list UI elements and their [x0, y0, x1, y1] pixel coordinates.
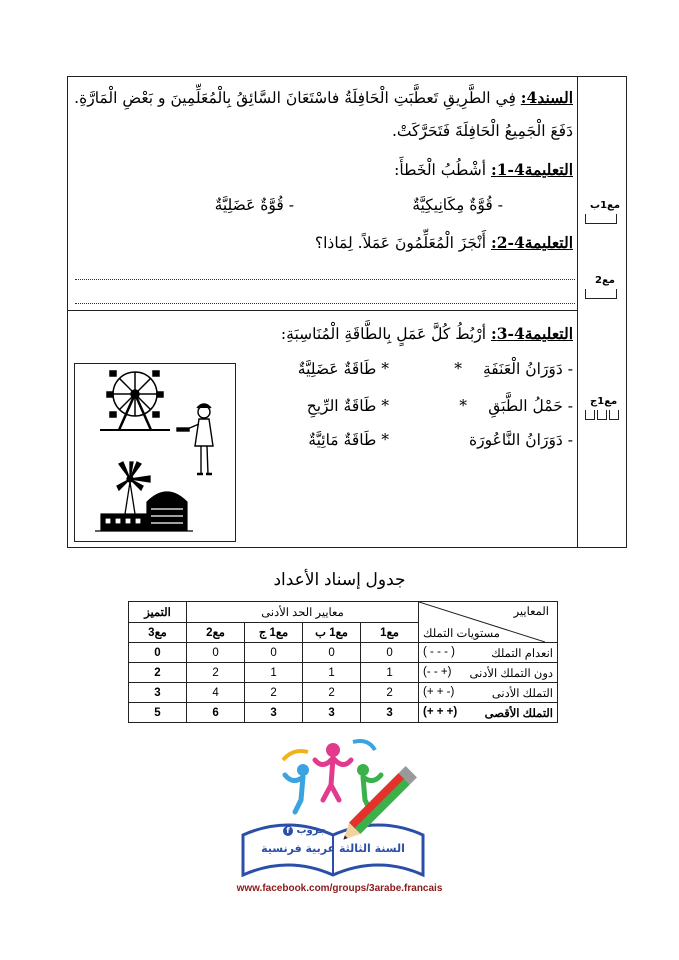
instruction-4-1-label: التعليمة4-1: [490, 160, 573, 179]
score-box-2 [585, 289, 617, 299]
ferris-wheel-icon [100, 371, 170, 430]
criteria-mark-1c: مع1ج [590, 396, 618, 407]
option-muscle-force: - قُوَّةٌ عَضَلِيَّةٌ [214, 196, 294, 214]
subheader-m2: مع2 [187, 622, 245, 643]
work-item-2: - حَمْلُ الطَّبَقِ [488, 397, 573, 415]
table-cell: 1 [361, 663, 419, 683]
instruction-4-1 [394, 160, 573, 179]
facebook-group-url[interactable]: www.facebook.com/groups/3arabe.francais [236, 883, 443, 894]
sanad-paragraph-line1 [74, 88, 573, 107]
header-excellence: التميز [129, 602, 187, 623]
table-cell: 0 [245, 643, 303, 663]
instruction-4-2-label: التعليمة4-2: [490, 233, 573, 252]
score-box-1c-a [585, 410, 595, 420]
table-row [129, 663, 558, 683]
table-cell: 1 [245, 663, 303, 683]
table-cell: 3 [129, 683, 187, 703]
table-cell: 6 [187, 703, 245, 723]
table-cell: 0 [303, 643, 361, 663]
option-mechanical-force: - قُوَّةٌ مِكَانِيكِيَّةٌ [412, 196, 503, 214]
work-item-1: - دَوَرَانُ الْعَنَفَةِ [483, 360, 573, 378]
header-criteria: المعايير [513, 606, 549, 618]
row-level: انعدام التملك ( - - - ) [419, 643, 558, 663]
instruction-4-3-label: التعليمة4-3: [490, 324, 573, 343]
row-level: التملك الأدنى (- + +) [419, 683, 558, 703]
header-min-criteria: معايير الحد الأدنى [187, 602, 419, 623]
girl-with-tray-icon [177, 404, 213, 474]
sanad-text-line1: فِي الطَّرِيقِ تَعطَّبَتِ الْحَافِلَةُ فاسْتَعَانَ السَّائِقُ بِالْمُعَلِّمِينَ و بَعْضِ الْمَارَّةِ. [74, 89, 516, 107]
table-cell: 0 [361, 643, 419, 663]
row-level: التملك الأقصى (+ + +) [419, 703, 558, 723]
table-cell: 2 [129, 663, 187, 683]
criteria-mark-2: مع2 [595, 275, 615, 286]
subheader-m1: مع1 [361, 622, 419, 643]
class-label: السنة الثالثة عربية فرنسية [261, 842, 405, 855]
windmill-icon [117, 462, 150, 514]
instruction-4-2-text: أَنْجَزَ الْمُعَلِّمُونَ عَمَلاً. لِمَاذا؟ [314, 234, 487, 252]
instruction-4-3-text: أرْبُطُ كُلَّ عَمَلٍ بِالطَّاقَةِ الْمُنَاسِبَةِ: [280, 325, 487, 343]
table-cell: 4 [187, 683, 245, 703]
divider-line [67, 310, 578, 311]
energy-item-3: * طَاقَةٌ مَائِيَّةٌ [308, 431, 389, 449]
logo-graphic [223, 730, 443, 880]
row-level: دون التملك الأدنى (+ - -) [419, 663, 558, 683]
answer-line-1 [75, 279, 575, 280]
criteria-mark-1b: مع1ب [590, 200, 621, 211]
table-cell: 2 [245, 683, 303, 703]
illustration-box [74, 363, 236, 542]
facebook-icon: f [283, 826, 293, 836]
header-criteria-cell [419, 602, 558, 643]
sanad-label: السند4: [520, 88, 573, 107]
group-label: f جروب [283, 825, 326, 836]
energy-illustration [75, 364, 235, 541]
energy-item-2: * طَاقَةٌ الرِّيحِ [306, 397, 389, 415]
criteria-column [577, 76, 627, 548]
score-box-1b [585, 214, 617, 224]
table-cell: 2 [361, 683, 419, 703]
score-box-1c-b [597, 410, 607, 420]
table-cell: 3 [245, 703, 303, 723]
table-cell: 0 [129, 643, 187, 663]
score-box-1c-c [609, 410, 619, 420]
table-row [129, 703, 558, 723]
group-logo [223, 730, 443, 900]
table-cell: 5 [129, 703, 187, 723]
children-figures-icon [283, 741, 381, 812]
answer-line-2 [75, 303, 575, 304]
table-cell: 2 [303, 683, 361, 703]
subheader-m1c: مع1 ج [245, 622, 303, 643]
grading-table [128, 601, 558, 723]
table-cell: 2 [187, 663, 245, 683]
table-cell: 1 [303, 663, 361, 683]
instruction-4-3 [281, 324, 573, 343]
barn-icon [95, 492, 193, 531]
table-row [129, 683, 558, 703]
subheader-m3: مع3 [129, 622, 187, 643]
energy-item-1: * طَاقَةٌ عَضَلِيَّةٌ [297, 360, 389, 378]
table-cell: 0 [187, 643, 245, 663]
work-item-3: - دَوَرَانُ النَّاعُورَة [469, 431, 573, 449]
table-cell: 3 [361, 703, 419, 723]
sanad-text-line2: دَفَعَ الْجَمِيعُ الْحَافِلَةَ فَتَحَرَّكَتْ. [391, 122, 573, 140]
instruction-4-2 [315, 233, 573, 252]
table-row [129, 643, 558, 663]
star-1: * [454, 360, 462, 378]
star-2: * [459, 397, 467, 415]
header-levels: مستويات التملك [423, 628, 500, 640]
table-cell: 3 [303, 703, 361, 723]
grading-table-title: جدول إسناد الأعداد [273, 570, 406, 589]
instruction-4-1-text: أشْطُبُ الْخَطأَ: [394, 161, 487, 179]
table-header-row [129, 602, 558, 623]
subheader-m1b: مع1 ب [303, 622, 361, 643]
